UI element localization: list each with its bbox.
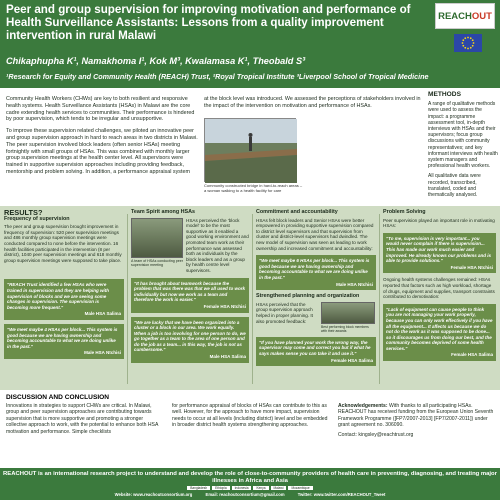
problem-solving-heading: Problem Solving: [383, 209, 426, 215]
country-label: Kenya: [253, 486, 268, 490]
commitment-heading: Commitment and accountability: [256, 209, 338, 215]
results-heading: RESULTS?: [4, 208, 43, 217]
quote-box: "If you have planned your work the wrong way, the supervisor may come and correct you but if what he says makes sense you can take it and use it." Female HSA Salima: [256, 337, 376, 366]
footer-statement: REACHOUT is an international research project to understand and develop the role of close-to-community providers of health care in preventing, diagnosing, and treating major illnesses in Africa and Asia: [3, 471, 497, 484]
awards-photo: [321, 302, 375, 324]
quote-box: "We meet maybe 4 HSAs per block... This system is good because we are having ownership and becoming accountable to what we are doing unlike in the past." Male HSA Ntchisi: [4, 324, 124, 359]
methods-section: METHODS A range of qualitative methods were used to assess the impact: a programme assessment tool, in-depth interviews with HSAs and their supervisors; focus group discussions with community representatives; and key informant interviews with health system managers and professional health workers. All qualitative data were recorded, transcribed, translated, coded and thematically analysed.: [428, 91, 498, 199]
results-team-spirit-column: Team Spirit among HSAs A team of HSAs conducting peer supervision meeting HSAs perceived the 'block model' to be the most supportive as it enabled a good working environment and promoted team work as their performance was assessed both as individuals by the block leaders and as a group by health centre level supervisors. "It has brought about teamwork because the problem that was there was that we all used to work individually but now we work as a team and therefore the work is easier." Female HSA Ntchisi "We are lucky that we have been organized into a cluster or a block in our area. We work equally. When a job is too involving for one person to do, we go together as a team to the area of one person and do the job as a team... in this way, the job is not as cumbersome." Male HSA Salima: [131, 210, 249, 363]
contact-email[interactable]: Contact: kingsley@reachtrust.org: [338, 431, 414, 438]
introduction-section: [0, 88, 500, 206]
bridge-photo: [204, 118, 296, 182]
affiliations: ¹Research for Equity and Community Health (REACH) Trust, ²Royal Tropical Institute ³Liverpool School of Tropical Medicine: [6, 72, 429, 81]
team-photo: [131, 218, 183, 258]
results-commitment-column: Commitment and accountability HSAs felt block leaders and Senior HSAs were better empowered in providing supportive supervision compared to district level supervisors and that supervision from cluster and district-level supervisors had dwindled. The new model of supervision was seen as leading to work ownership and increased commitment and accountability: "We meet maybe 6 HSAs per block... This system is good because we are having ownership and becoming accountable to what we are doing unlike in the past." Male HSA Ntchisi Strengthened planning and organization HSAs perceived that the group supervision approach helped in proper planning. It also promoted feedback: Best performing block members with their awards "If you have planned your work the wrong way, the supervisor may come and correct you but if what he says makes sense you can take it and use it." Female HSA Salima: [256, 210, 376, 366]
planning-heading: Strengthened planning and organization: [256, 293, 360, 300]
poster-footer: [0, 468, 500, 500]
quote-box: "It has brought about teamwork because the problem that was there was that we all used to work individually but now we work as a team and therefore the work is easier." Female HSA Ntchisi: [131, 278, 249, 313]
results-problem-solving-column: Problem Solving Peer supervision played an important role in motivating HSAs: "To me, supervision is very important... you would never complain if there is supervision... This has made our work much easier and improved. He already knows our problems and is able to provide solutions." Female HSA Ntchisi Ongoing health systems challenges remained: HSAs reported that factors such as high workload, shortage of drugs, equipment and supplies, transport constraints contributed to demotivation: "Lack of equipment can cause people to think you are not managing your work properly, because you can only work effectively if you have all the equipment... It affects us because we do not do the work as it was supposed to be done... so it discourages us from doing our best, and the community becomes deprived of some health services." Female HSA Salima: [383, 210, 496, 361]
quote-box: "Lack of equipment can cause people to think you are not managing your work properly, because you can only work effectively if you have all the equipment... It affects us because we do not do the work as it was supposed to be done... so it discourages us from doing our best, and the community becomes deprived of some health services." Female HSA Salima: [383, 304, 496, 361]
quote-box: "To me, supervision is very important... you would never complain if there is supervision... This has made our work much easier and improved. He already knows our problems and is able to provide solutions." Female HSA Ntchisi: [383, 233, 496, 274]
reachout-logo: REACH OUT: [435, 3, 495, 29]
awards-photo-caption: Best performing block members with their awards: [321, 324, 369, 333]
bridge-photo-caption: Community constructed bridge in hard-to-reach areas – a woman walking to a health facility for care: [204, 183, 303, 193]
discussion-heading: DISCUSSION AND CONCLUSION: [6, 394, 110, 401]
methods-heading: METHODS: [428, 91, 461, 98]
email-link[interactable]: Email: reachoutconsortium@gmail.com: [205, 492, 285, 497]
footer-links: [0, 492, 500, 497]
twitter-link[interactable]: Twitter: www.twitter.com/REACHOUT_Tweet: [297, 492, 386, 497]
country-list: [60, 486, 440, 490]
introduction-text: Community Health Workers (CHWs) are key to both resilient and responsive health systems. Health Surveillance Assistants (HSAs) in Malawi are the core cadre extending health services to communities. Their performance is hindered by poor supervision, which tends to be irregular and unsupportive. To improve these supervision related challenges, we piloted an innovative peer and group supervision approach in hard to reach areas in two districts in Malawi. The peer supervision involved block leaders (often senior HSAs) meeting fortnightly with small groups of HSAs. This was combined with monthly larger group supervision meetings at the health center level. All supervisors were trained in supportive supervision approaches including providing feedback, mentorship and problem solving. In addition, a performance appraisal system: [6, 96, 198, 175]
column-divider: [379, 214, 380, 384]
results-section: [0, 206, 500, 390]
column-divider: [127, 214, 128, 384]
team-photo-caption: A team of HSAs conducting peer supervision meeting: [131, 258, 183, 267]
discussion-section: [0, 390, 500, 468]
quote-box: "We are lucky that we have been organized into a cluster or a block in our area. We work equally. When a job is too involving for one person to do, we go together as a team to the area of one person and do the job as a team... in this way, the job is not as cumbersome." Male HSA Salima: [131, 317, 249, 363]
acknowledgements: Acknowledgements: With thanks to all participating HSAs. REACHOUT has received funding from the European Union Seventh Framework Programme ([FP7/2007-2013] [FP7/2007-2011]) under grant agreement no. 306090. Contact: kingsley@reachtrust.org: [338, 403, 496, 438]
column-divider: [252, 214, 253, 384]
author-list: Chikaphupha K¹, Namakhoma I¹, Kok M³, Kwalamasa K¹, Theobald S³: [6, 56, 306, 66]
quote-box: "REACH Trust identified a few HSAs who were trained in supervision and they are helping with supervision of blocks and we are seeing some changes in supervision. The supervision is becoming more frequent." Male HSA Salima: [4, 279, 124, 320]
poster-header: [0, 0, 500, 88]
introduction-continued: at the block level was introduced. We assessed the perceptions of stakeholders involved in the impact of the intervention on motivation and performance of HSAs.: [204, 96, 421, 109]
quote-box: "We meet maybe 6 HSAs per block... This system is good because we are having ownership and becoming accountable to what we are doing unlike in the past." Male HSA Ntchisi: [256, 255, 376, 290]
results-frequency-column: RESULTS? Frequency of supervision The peer and group supervision brought improvement in frequency of supervision: 520 peer supervision meetings and 486 monthly group supervision meetings were conducted compared to none before the intervention. 16 health facilities participated in the intervention (8 per district), 1040 peer supervision meetings and 618 monthly group supervision meetings were supposed to take place. "REACH Trust identified a few HSAs who were trained in supervision and they are helping with supervision of blocks and we are seeing some changes in supervision. The supervision is becoming more frequent." Male HSA Salima "We meet maybe 4 HSAs per block... This system is good because we are having ownership and becoming accountable to what we are doing unlike in the past." Male HSA Ntchisi: [4, 210, 124, 359]
country-label: Bangladesh: [187, 486, 210, 490]
country-label: Ethiopia: [212, 486, 230, 490]
discussion-text-2: for performance appraisal of blocks of HSAs can contribute to this as well. However, for the approach to have more impact, supervision needs to occur at all levels (including district) level and be embedded in broader district health systems strengthening approaches.: [172, 403, 328, 429]
eu-flag-icon: [454, 34, 482, 52]
country-label: Malawi: [271, 486, 287, 490]
country-label: Indonesia: [232, 486, 252, 490]
discussion-text-1: Innovations in strategies to support CHWs are critical. In Malawi, group and peer supervision approaches are contributing towards supervision that is more supportive and promoting a stronger collective approach to work, with the potential to enhance both HSA motivation and performance. Simple checklists: [6, 403, 159, 435]
website-link[interactable]: Website: www.reachoutconsortium.org: [114, 492, 193, 497]
team-spirit-heading: Team Spirit among HSAs: [131, 209, 195, 215]
frequency-heading: Frequency of supervision: [4, 215, 70, 222]
poster-title: Peer and group supervision for improving motivation and performance of Health Surveillance Assistants: Lessons from a quality improvement intervention in rural Malawi: [6, 3, 411, 42]
country-label: Mozambique: [288, 486, 312, 490]
